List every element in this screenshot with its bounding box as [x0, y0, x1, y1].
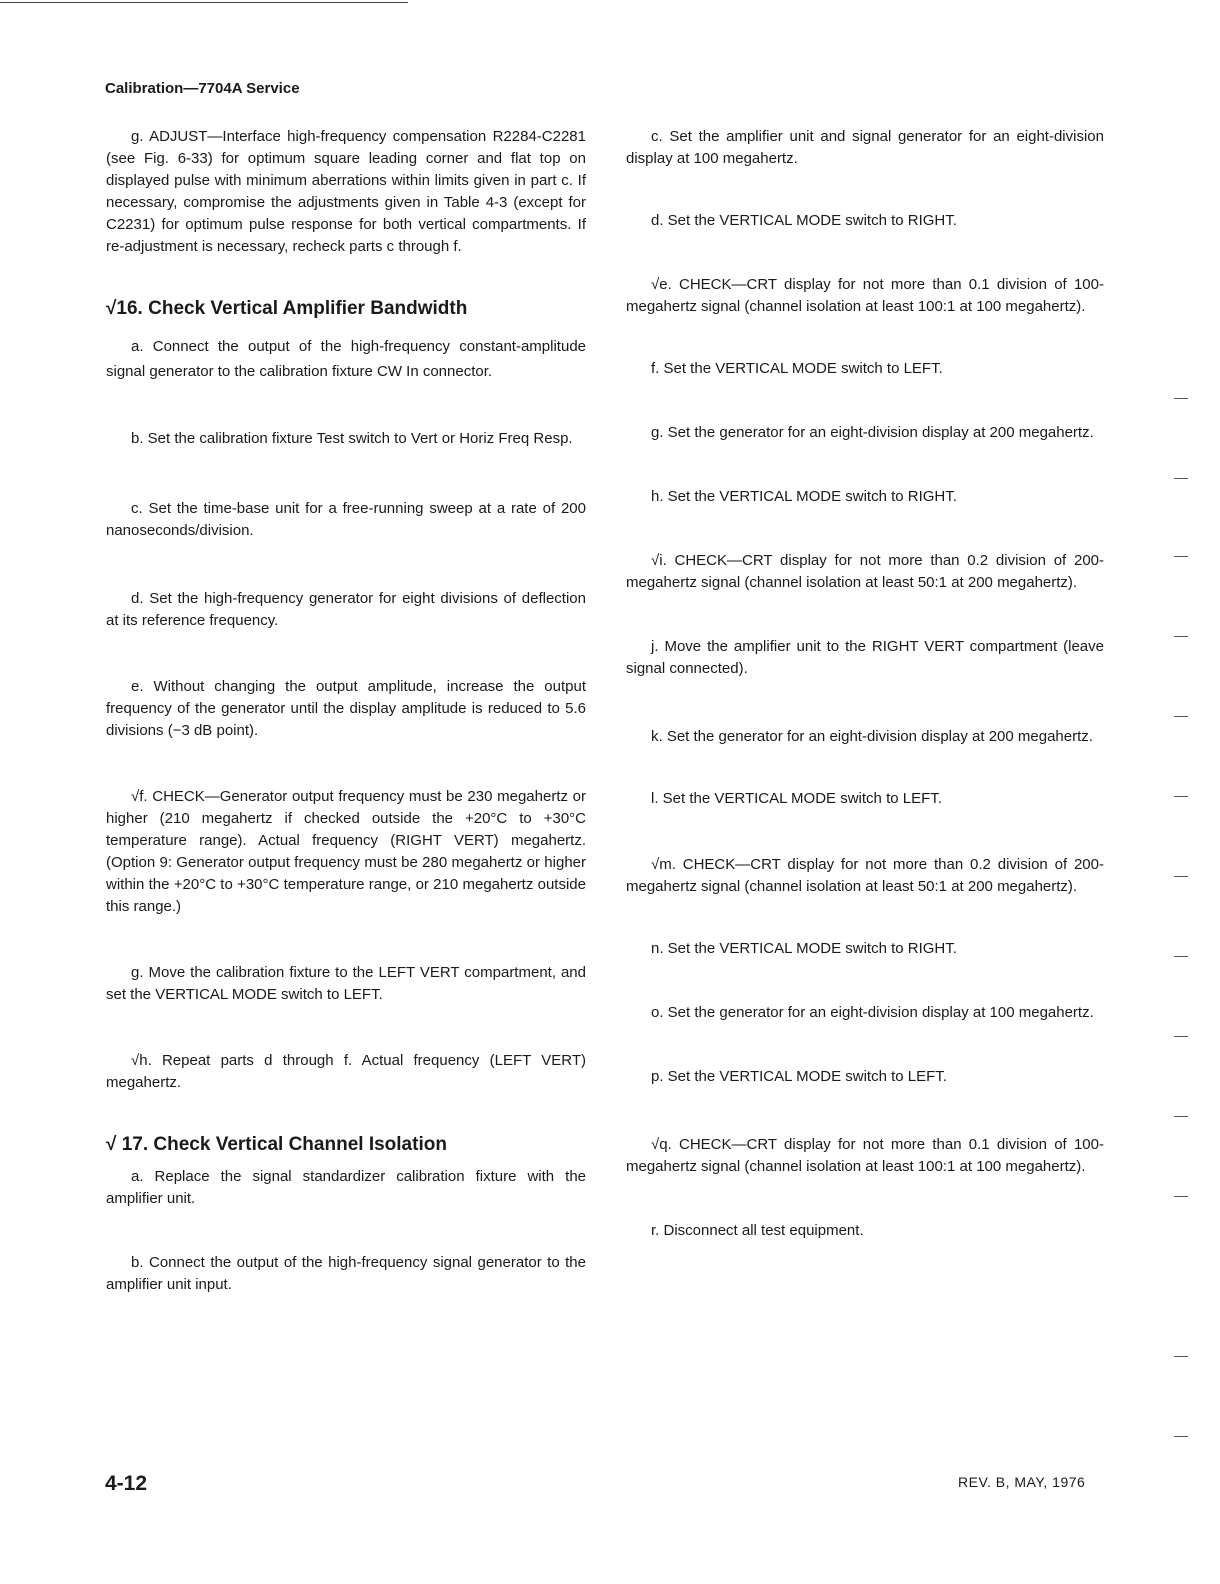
step-17k: k. Set the generator for an eight-division display at 200 megahertz.	[651, 728, 1093, 745]
step-17a: a. Replace the signal standardizer calibration fixture with the amplifier unit.	[106, 1168, 586, 1207]
margin-mark	[1174, 796, 1188, 797]
step-17c: c. Set the amplifier unit and signal generator for an eight-division display at 100 megahertz.	[626, 128, 1104, 167]
margin-mark	[1174, 1196, 1188, 1197]
heading-step-16: √16. Check Vertical Amplifier Bandwidth	[106, 298, 468, 319]
margin-mark	[1174, 478, 1188, 479]
step-17i: √i. CHECK—CRT display for not more than 0.2 division of 200-megahertz signal (channel isolation at least 50:1 at 200 megahertz).	[626, 552, 1104, 591]
margin-mark	[1174, 716, 1188, 717]
step-16b: b. Set the calibration fixture Test switch to Vert or Horiz Freq Resp.	[131, 430, 573, 447]
step-17r: r. Disconnect all test equipment.	[651, 1222, 864, 1239]
step-17q: √q. CHECK—CRT display for not more than 0.1 division of 100-megahertz signal (channel isolation at least 100:1 at 100 megahertz).	[626, 1136, 1104, 1175]
margin-mark	[1174, 636, 1188, 637]
margin-mark	[1174, 398, 1188, 399]
step-17g: g. Set the generator for an eight-division display at 200 megahertz.	[651, 424, 1094, 441]
step-16a: a. Connect the output of the high-frequency constant-amplitude signal generator to the calibration fixture CW In connector.	[106, 338, 586, 380]
step-16d: d. Set the high-frequency generator for eight divisions of deflection at its reference frequency.	[106, 590, 586, 629]
revision-date: REV. B, MAY, 1976	[958, 1474, 1086, 1490]
step-17o: o. Set the generator for an eight-division display at 100 megahertz.	[651, 1004, 1094, 1021]
step-17j: j. Move the amplifier unit to the RIGHT VERT compartment (leave signal connected).	[626, 638, 1104, 677]
page-number: 4-12	[105, 1472, 148, 1495]
step-16f: √f. CHECK—Generator output frequency must be 230 megahertz or higher (210 megahertz if checked outside the +20°C to +30°C temperature range). Actual frequency (RIGHT VERT) megahertz. (Option 9: Generator output frequency must be 280 megahertz or higher within the +20°C to +30°C temperature range, or 210 megahertz outside this range.)	[106, 788, 586, 915]
step-17m: √m. CHECK—CRT display for not more than 0.2 division of 200-megahertz signal (channel isolation at least 50:1 at 200 megahertz).	[626, 856, 1104, 895]
running-header: Calibration—7704A Service	[105, 80, 300, 97]
step-15g: g. ADJUST—Interface high-frequency compensation R2284-C2281 (see Fig. 6-33) for optimum square leading corner and flat top on displayed pulse with minimum aberrations within limits given in part c. If necessary, compromise the adjustments given in Table 4-3 (except for C2231) for optimum pulse response for both vertical compartments. If re-adjustment is necessary, recheck parts c through f.	[106, 128, 586, 255]
step-16g: g. Move the calibration fixture to the LEFT VERT compartment, and set the VERTICAL MODE switch to LEFT.	[106, 964, 586, 1003]
step-17h: h. Set the VERTICAL MODE switch to RIGHT.	[651, 488, 957, 505]
heading-step-17: √ 17. Check Vertical Channel Isolation	[106, 1134, 447, 1155]
margin-mark	[1174, 1036, 1188, 1037]
step-17e: √e. CHECK—CRT display for not more than 0.1 division of 100-megahertz signal (channel isolation at least 100:1 at 100 megahertz).	[626, 276, 1104, 315]
step-17p: p. Set the VERTICAL MODE switch to LEFT.	[651, 1068, 947, 1085]
margin-mark	[1174, 956, 1188, 957]
step-17f: f. Set the VERTICAL MODE switch to LEFT.	[651, 360, 943, 377]
step-17l: l. Set the VERTICAL MODE switch to LEFT.	[651, 790, 942, 807]
step-16h: √h. Repeat parts d through f. Actual frequency (LEFT VERT) megahertz.	[106, 1052, 586, 1091]
step-17n: n. Set the VERTICAL MODE switch to RIGHT.	[651, 940, 957, 957]
step-16c: c. Set the time-base unit for a free-running sweep at a rate of 200 nanoseconds/division.	[106, 500, 586, 539]
margin-mark	[1174, 1436, 1188, 1437]
margin-mark	[1174, 1356, 1188, 1357]
margin-mark	[1174, 876, 1188, 877]
left-column	[106, 126, 586, 1296]
margin-mark	[1174, 1116, 1188, 1117]
step-17d: d. Set the VERTICAL MODE switch to RIGHT.	[651, 212, 957, 229]
margin-mark	[1174, 556, 1188, 557]
step-16e: e. Without changing the output amplitude, increase the output frequency of the generator until the display amplitude is reduced to 5.6 divisions (−3 dB point).	[106, 678, 586, 739]
top-rule	[0, 2, 408, 3]
step-17b: b. Connect the output of the high-frequency signal generator to the amplifier unit input.	[106, 1254, 586, 1293]
right-column	[626, 126, 1104, 1242]
